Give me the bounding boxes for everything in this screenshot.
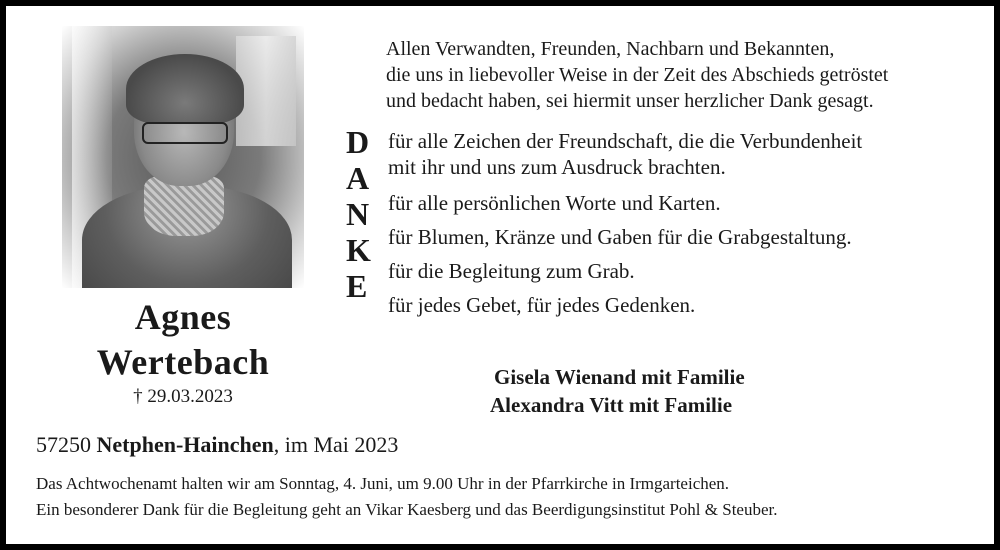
signer: Gisela Wienand mit Familie: [494, 365, 745, 389]
danke-letter: K: [346, 232, 371, 268]
danke-letter: E: [346, 268, 368, 304]
danke-line: für jedes Gebet, für jedes Gedenken.: [388, 293, 696, 317]
danke-line: mit ihr und uns zum Ausdruck brachten.: [388, 155, 726, 179]
intro-text: [386, 36, 986, 114]
place-date-line: [36, 432, 398, 458]
intro-line: und bedacht haben, sei hiermit unser herzlicher Dank gesagt.: [386, 90, 874, 112]
danke-letter: A: [346, 160, 370, 196]
danke-line: für die Begleitung zum Grab.: [388, 259, 635, 283]
signer: Alexandra Vitt mit Familie: [490, 393, 733, 417]
city: Netphen-Hainchen: [96, 432, 274, 457]
service-note: Das Achtwochenamt halten wir am Sonntag, 4. Juni, um 9.00 Uhr in der Pfarrkirche in Irmgarteichen.: [36, 474, 730, 493]
thanks-note: Ein besonderer Dank für die Begleitung geht an Vikar Kaesberg und das Beerdigungsinstitut Pohl & Steuber.: [36, 500, 778, 519]
danke-line: für alle persönlichen Worte und Karten.: [388, 191, 721, 215]
portrait-photo: [62, 26, 304, 288]
photo-hair: [126, 54, 244, 124]
month-year: , im Mai 2023: [273, 432, 399, 457]
signers: [456, 363, 856, 419]
first-name: Agnes: [134, 297, 232, 337]
death-date: † 29.03.2023: [133, 386, 233, 407]
intro-line: die uns in liebevoller Weise in der Zeit des Abschieds getröstet: [386, 64, 889, 86]
danke-line: für alle Zeichen der Freundschaft, die die Verbundenheit: [388, 129, 863, 153]
danke-letters: [346, 124, 376, 304]
photo-glasses: [142, 122, 228, 144]
postal-code: 57250: [36, 432, 91, 457]
photo-window: [236, 36, 296, 146]
danke-lines: [388, 128, 988, 322]
last-name: Wertebach: [96, 342, 270, 382]
danke-letter: D: [346, 124, 370, 160]
danke-line: für Blumen, Kränze und Gaben für die Grabgestaltung.: [388, 225, 852, 249]
danke-letter: N: [346, 196, 370, 232]
intro-line: Allen Verwandten, Freunden, Nachbarn und Bekannten,: [386, 38, 835, 60]
obituary-notice: [6, 6, 994, 544]
